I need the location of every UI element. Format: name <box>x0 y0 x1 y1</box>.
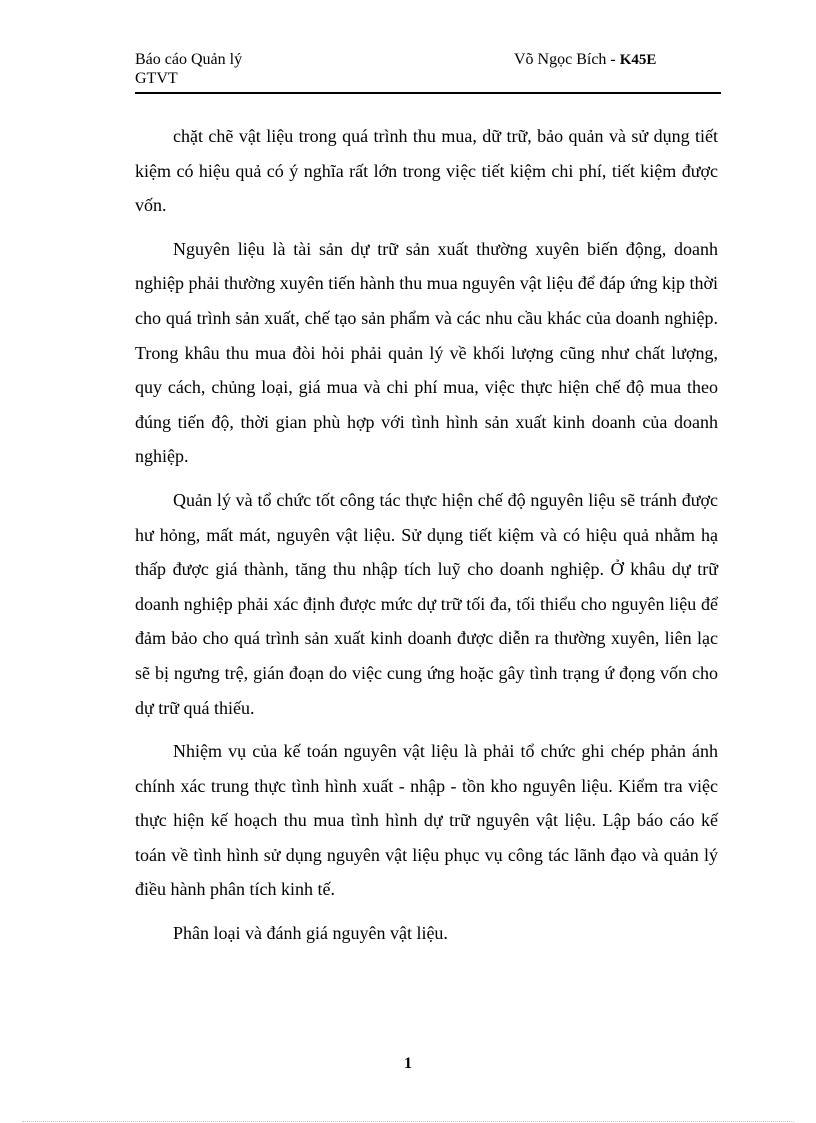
paragraph: Phân loại và đánh giá nguyên vật liệu. <box>173 923 448 944</box>
report-title <box>135 50 242 88</box>
report-title-line1: Báo cáo Quản lý <box>135 51 243 68</box>
paragraph: Nguyên liệu là tài sản dự trữ sản xuất thường xuyên biến động, doanh nghiệp phải thường xuyên tiến hành thu mua nguyên vật liệu để đáp ứng kịp thời cho quá trình sản xuất, chế tạo sản phẩm và các nhu cầu khác của doanh nghiệp. Trong khâu thu mua đòi hỏi phải quản lý về khối lượng cũng như chất lượng, quy cách, chủng loại, giá mua và chi phí mua, việc thực hiện chế độ mua theo đúng tiến độ, thời gian phù hợp với tình hình sản xuất kinh doanh của doanh nghiệp. <box>135 238 718 467</box>
author-name: Võ Ngọc Bích - <box>514 51 616 68</box>
paragraph: chặt chẽ vật liệu trong quá trình thu mua, dữ trữ, bảo quản và sử dụng tiết kiệm có hiệu quả có ý nghĩa rất lớn trong việc tiết kiệm chi phí, tiết kiệm được vốn. <box>135 126 718 216</box>
author-info <box>514 50 656 70</box>
paragraph: Quản lý và tổ chức tốt công tác thực hiện chế độ nguyên liệu sẽ tránh được hư hỏng, mất mát, nguyên vật liệu. Sử dụng tiết kiệm và có hiệu quả nhằm hạ thấp được giá thành, tăng thu nhập tích luỹ cho doanh nghiệp. Ở khâu dự trữ doanh nghiệp phải xác định được mức dự trữ tối đa, tối thiểu cho nguyên liệu để đảm bảo cho quá trình sản xuất kinh doanh được diễn ra thường xuyên, liên lạc sẽ bị ngưng trệ, gián đoạn do việc cung ứng hoặc gây tình trạng ứ đọng vốn cho dự trữ quá thiếu. <box>135 489 718 718</box>
class-code: K45E <box>619 52 657 68</box>
paragraph: Nhiệm vụ của kế toán nguyên vật liệu là phải tổ chức ghi chép phản ánh chính xác trung thực tình hình xuất - nhập - tồn kho nguyên liệu. Kiểm tra việc thực hiện kế hoạch thu mua tình hình dự trữ nguyên vật liệu. Lập báo cáo kế toán về tình hình sử dụng nguyên vật liệu phục vụ công tác lãnh đạo và quản lý điều hành phân tích kinh tế. <box>135 741 718 900</box>
body-text <box>135 119 718 960</box>
page-header <box>135 50 721 94</box>
report-title-line2: GTVT <box>135 70 178 87</box>
page-edge-divider <box>22 1121 794 1122</box>
page-number: 1 <box>404 1055 412 1072</box>
